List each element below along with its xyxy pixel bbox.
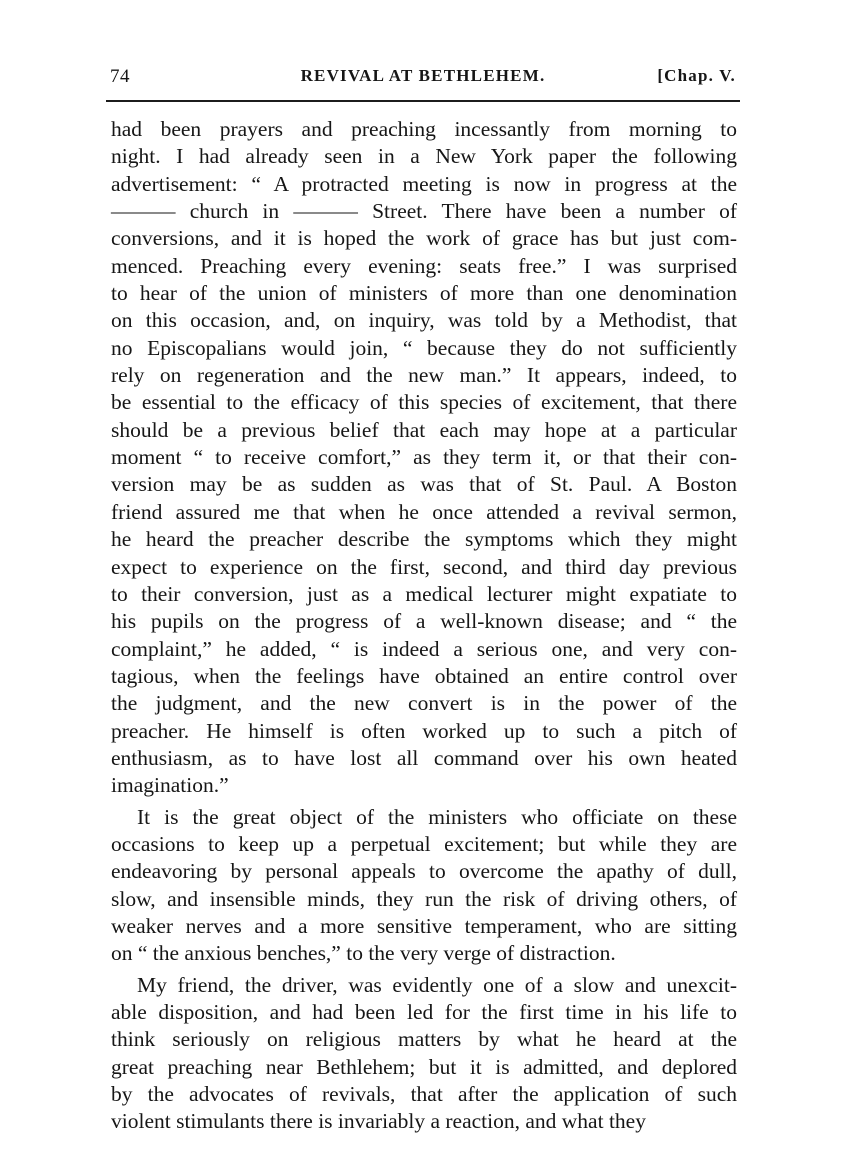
text-line: to their conversion, just as a medical lecturer might expatiate to <box>111 581 737 606</box>
text-line: complaint,” he added, “ is indeed a serious one, and very con- <box>111 636 737 661</box>
text-line: preacher. He himself is often worked up to such a pitch of <box>111 718 737 743</box>
text-line: friend assured me that when he once attended a revival sermon, <box>111 499 737 524</box>
text-line: advertisement: “ A protracted meeting is now in progress at the <box>111 171 737 196</box>
text-line: his pupils on the progress of a well-known disease; and “ the <box>111 609 737 634</box>
text-line: think seriously on religious matters by what he heard at the <box>111 1027 737 1052</box>
paragraph <box>111 804 737 968</box>
paragraph <box>111 116 737 800</box>
body-text <box>111 116 737 1136</box>
page-number: 74 <box>110 66 130 87</box>
text-line: expect to experience on the first, second, and third day previous <box>111 554 737 579</box>
text-line: conversions, and it is hoped the work of grace has but just com- <box>111 226 737 251</box>
text-line: no Episcopalians would join, “ because they do not sufficiently <box>111 335 737 360</box>
text-line: to hear of the union of ministers of more than one denomination <box>111 281 737 306</box>
text-line: should be a previous belief that each may hope at a particular <box>111 417 737 442</box>
running-title: REVIVAL AT BETHLEHEM. <box>300 66 546 85</box>
text-line: by the advocates of revivals, that after the application of such <box>111 1082 737 1107</box>
text-line: My friend, the driver, was evidently one of a slow and unexcit- <box>137 972 737 997</box>
text-line: version may be as sudden as was that of St. Paul. A Boston <box>111 472 737 497</box>
text-line: great preaching near Bethlehem; but it is admitted, and deplored <box>111 1054 737 1079</box>
text-line: he heard the preacher describe the symptoms which they might <box>111 527 737 552</box>
page-header <box>110 66 736 90</box>
text-line: weaker nerves and a more sensitive temperament, who are sitting <box>111 913 737 938</box>
text-line: on “ the anxious benches,” to the very verge of distraction. <box>111 941 616 966</box>
text-line: moment “ to receive comfort,” as they term it, or that their con- <box>111 445 737 470</box>
text-line: on this occasion, and, on inquiry, was told by a Methodist, that <box>111 308 737 333</box>
chapter-label: [Chap. V. <box>657 66 736 85</box>
text-line: imagination.” <box>111 773 229 798</box>
text-line: had been prayers and preaching incessantly from morning to <box>111 117 737 141</box>
text-line: slow, and insensible minds, they run the risk of driving others, of <box>111 886 737 911</box>
text-line: It is the great object of the ministers who officiate on these <box>137 804 737 829</box>
text-line: menced. Preaching every evening: seats free.” I was surprised <box>111 253 737 278</box>
text-line: rely on regeneration and the new man.” It appears, indeed, to <box>111 363 737 388</box>
text-line: night. I had already seen in a New York paper the following <box>111 144 737 169</box>
text-line: violent stimulants there is invariably a reaction, and what they <box>111 1109 646 1134</box>
text-line: the judgment, and the new convert is in the power of the <box>111 691 737 716</box>
paragraph <box>111 972 737 1136</box>
text-line: able disposition, and had been led for the first time in his life to <box>111 1000 737 1024</box>
text-line: endeavoring by personal appeals to overcome the apathy of dull, <box>111 859 737 884</box>
header-rule <box>106 100 740 102</box>
text-line: enthusiasm, as to have lost all command over his own heated <box>111 745 737 770</box>
text-line: ——— church in ——— Street. There have been a number of <box>111 199 737 224</box>
text-line: occasions to keep up a perpetual excitement; but while they are <box>111 831 737 856</box>
text-line: be essential to the efficacy of this species of excitement, that there <box>111 390 737 415</box>
text-line: tagious, when the feelings have obtained an entire control over <box>111 663 737 688</box>
